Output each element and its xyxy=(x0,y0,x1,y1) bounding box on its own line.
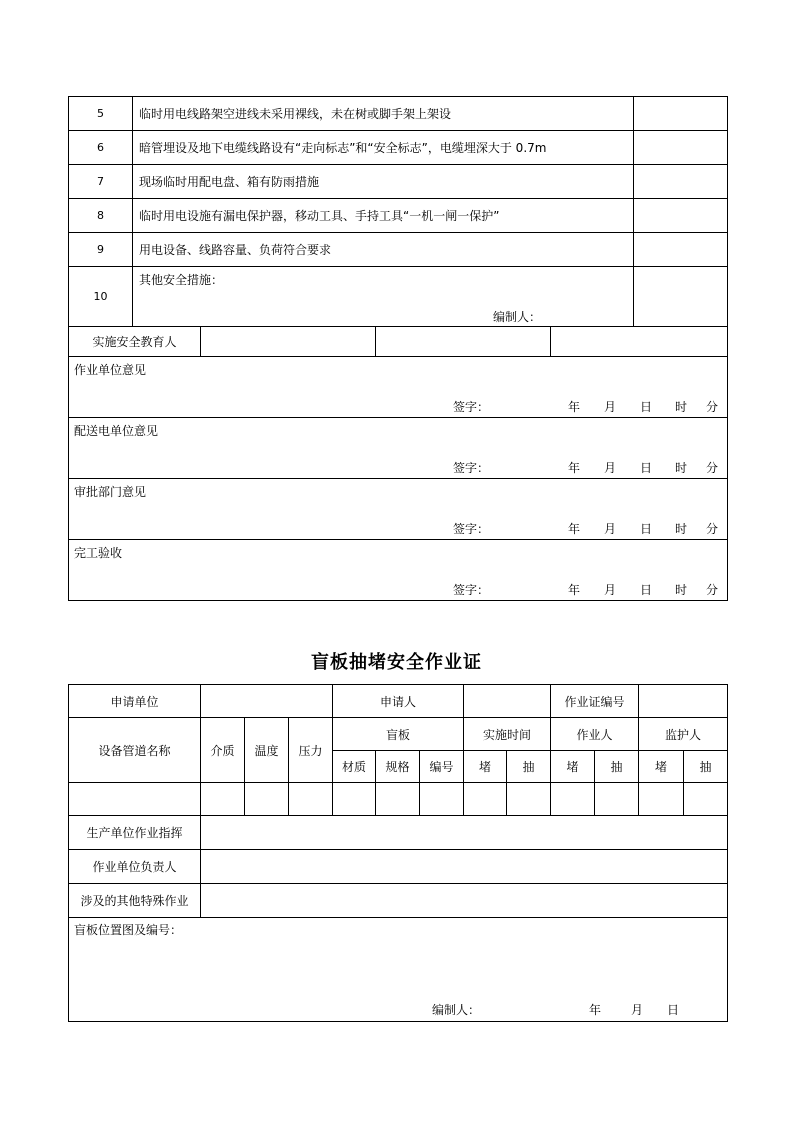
worker-label: 作业人 xyxy=(551,718,639,751)
time-block-field[interactable] xyxy=(464,783,507,816)
guardian-block-label: 堵 xyxy=(639,751,684,783)
worker-pull-field[interactable] xyxy=(595,783,639,816)
table-row xyxy=(69,884,728,918)
production-command-label: 生产单位作业指挥 xyxy=(69,816,201,850)
minute-label: 分 xyxy=(706,461,719,475)
compiler-label: 编制人： xyxy=(432,1003,481,1017)
hour-label: 时 xyxy=(675,522,688,536)
position-diagram-label: 盲板位置图及编号： xyxy=(74,923,183,937)
material-field[interactable] xyxy=(333,783,376,816)
month-label: 月 xyxy=(604,461,617,475)
confirm-cell[interactable] xyxy=(634,165,728,199)
sign-label: 签字： xyxy=(453,522,490,536)
document-title: 盲板抽堵安全作业证 xyxy=(311,652,482,673)
worker-block-label: 堵 xyxy=(551,751,595,783)
pressure-label: 压力 xyxy=(289,718,333,783)
safety-educator-label: 实施安全教育人 xyxy=(69,327,201,357)
opinion-label: 作业单位意见 xyxy=(74,363,147,377)
hour-label: 时 xyxy=(675,400,688,414)
table-row xyxy=(69,97,728,131)
applicant-label: 申请人 xyxy=(333,685,464,718)
measure-text: 用电设备、线路容量、负荷符合要求 xyxy=(133,233,634,267)
table-row xyxy=(69,685,728,718)
temperature-field[interactable] xyxy=(245,783,289,816)
production-command-field[interactable] xyxy=(201,816,728,850)
day-label: 日 xyxy=(667,1003,680,1017)
month-label: 月 xyxy=(631,1003,644,1017)
guardian-block-field[interactable] xyxy=(639,783,684,816)
hour-label: 时 xyxy=(675,461,688,475)
year-label: 年 xyxy=(568,400,581,414)
table-row xyxy=(69,479,728,540)
other-special-field[interactable] xyxy=(201,884,728,918)
educator-field-2[interactable] xyxy=(376,327,551,357)
table-row xyxy=(69,357,728,418)
opinion-label: 完工验收 xyxy=(74,546,123,560)
work-unit-opinion[interactable] xyxy=(69,357,728,418)
opinion-label: 审批部门意见 xyxy=(74,485,147,499)
apply-unit-field[interactable] xyxy=(201,685,333,718)
equipment-field[interactable] xyxy=(69,783,201,816)
spec-label: 规格 xyxy=(376,751,420,783)
number-field[interactable] xyxy=(420,783,464,816)
row-number: 6 xyxy=(69,131,133,165)
approval-dept-opinion[interactable] xyxy=(69,479,728,540)
table-row xyxy=(69,783,728,816)
guardian-label: 监护人 xyxy=(639,718,728,751)
pressure-field[interactable] xyxy=(289,783,333,816)
year-label: 年 xyxy=(568,583,581,597)
safety-measures-table xyxy=(68,96,728,601)
row-number: 9 xyxy=(69,233,133,267)
work-unit-leader-label: 作业单位负责人 xyxy=(69,850,201,884)
educator-field-1[interactable] xyxy=(201,327,376,357)
power-unit-opinion[interactable] xyxy=(69,418,728,479)
equipment-label: 设备管道名称 xyxy=(69,718,201,783)
measure-text: 临时用电线路架空进线未采用裸线，未在树或脚手架上架设 xyxy=(133,97,634,131)
table-row xyxy=(69,540,728,601)
work-unit-leader-field[interactable] xyxy=(201,850,728,884)
spec-field[interactable] xyxy=(376,783,420,816)
other-special-label: 涉及的其他特殊作业 xyxy=(69,884,201,918)
confirm-cell[interactable] xyxy=(634,199,728,233)
permit-no-label: 作业证编号 xyxy=(551,685,639,718)
day-label: 日 xyxy=(640,522,653,536)
month-label: 月 xyxy=(604,522,617,536)
table-row xyxy=(69,131,728,165)
table-row xyxy=(69,816,728,850)
confirm-cell[interactable] xyxy=(634,267,728,327)
permit-no-field[interactable] xyxy=(639,685,728,718)
sign-label: 签字： xyxy=(453,461,490,475)
other-measures-label: 其他安全措施： xyxy=(139,273,224,287)
table-row xyxy=(69,267,728,327)
measure-text: 现场临时用配电盘、箱有防雨措施 xyxy=(133,165,634,199)
day-label: 日 xyxy=(640,583,653,597)
measure-text: 暗管埋设及地下电缆线路设有“走向标志”和“安全标志”，电缆埋深大于 0.7m xyxy=(133,131,634,165)
time-block-label: 堵 xyxy=(464,751,507,783)
confirm-cell[interactable] xyxy=(634,97,728,131)
blind-position-diagram[interactable] xyxy=(69,918,728,1022)
year-label: 年 xyxy=(568,461,581,475)
month-label: 月 xyxy=(604,583,617,597)
table-row xyxy=(69,327,728,357)
table-row xyxy=(69,718,728,751)
month-label: 月 xyxy=(604,400,617,414)
table-row xyxy=(69,199,728,233)
time-pull-field[interactable] xyxy=(507,783,551,816)
confirm-cell[interactable] xyxy=(634,131,728,165)
blind-plate-permit-table xyxy=(68,684,728,1022)
apply-unit-label: 申请单位 xyxy=(69,685,201,718)
confirm-cell[interactable] xyxy=(634,233,728,267)
day-label: 日 xyxy=(640,400,653,414)
table-row xyxy=(69,850,728,884)
medium-field[interactable] xyxy=(201,783,245,816)
temperature-label: 温度 xyxy=(245,718,289,783)
hour-label: 时 xyxy=(675,583,688,597)
opinion-label: 配送电单位意见 xyxy=(74,424,159,438)
row-number: 5 xyxy=(69,97,133,131)
row-number: 8 xyxy=(69,199,133,233)
row-number: 7 xyxy=(69,165,133,199)
medium-label: 介质 xyxy=(201,718,245,783)
year-label: 年 xyxy=(589,1003,602,1017)
material-label: 材质 xyxy=(333,751,376,783)
compiler-label: 编制人： xyxy=(493,310,542,324)
row-number: 10 xyxy=(69,267,133,327)
table-row xyxy=(69,233,728,267)
applicant-field[interactable] xyxy=(464,685,551,718)
table-row xyxy=(69,918,728,1022)
other-measures-cell[interactable] xyxy=(133,267,634,327)
guardian-pull-field[interactable] xyxy=(684,783,728,816)
sign-label: 签字： xyxy=(453,400,490,414)
measure-text: 临时用电设施有漏电保护器，移动工具、手持工具“一机一闸一保护” xyxy=(133,199,634,233)
educator-field-3[interactable] xyxy=(551,327,728,357)
blind-label: 盲板 xyxy=(333,718,464,751)
time-pull-label: 抽 xyxy=(507,751,551,783)
table-row xyxy=(69,165,728,199)
worker-block-field[interactable] xyxy=(551,783,595,816)
year-label: 年 xyxy=(568,522,581,536)
minute-label: 分 xyxy=(706,522,719,536)
day-label: 日 xyxy=(640,461,653,475)
number-label: 编号 xyxy=(420,751,464,783)
minute-label: 分 xyxy=(706,400,719,414)
worker-pull-label: 抽 xyxy=(595,751,639,783)
sign-label: 签字： xyxy=(453,583,490,597)
guardian-pull-label: 抽 xyxy=(684,751,728,783)
completion-acceptance[interactable] xyxy=(69,540,728,601)
table-row xyxy=(69,418,728,479)
minute-label: 分 xyxy=(706,583,719,597)
impl-time-label: 实施时间 xyxy=(464,718,551,751)
